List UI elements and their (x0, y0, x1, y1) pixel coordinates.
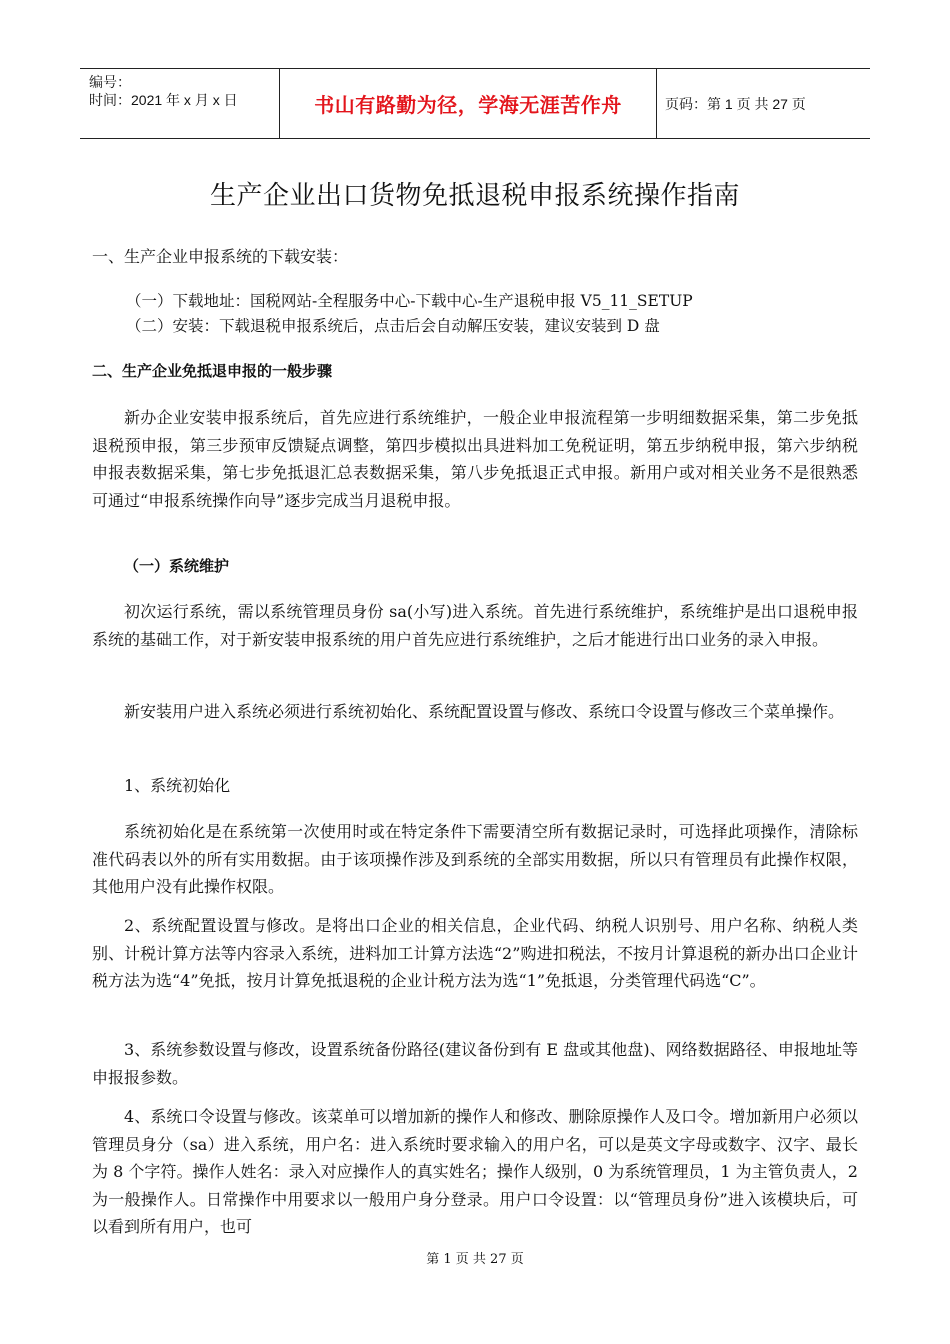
document-number-label: 编号： (89, 74, 131, 90)
download-address-item: （一）下载地址：国税网站-全程服务中心-下载中心-生产退税申报 V5_11_SETUP (126, 292, 693, 310)
section2-heading: 二、生产企业免抵退申报的一般步骤 (92, 362, 333, 380)
page-header (80, 68, 870, 139)
header-page-info-cell (657, 69, 870, 138)
system-init-heading: 1、系统初始化 (124, 776, 231, 795)
parameter-paragraph: 3、系统参数设置与修改，设置系统备份路径(建议备份到有 E 盘或其他盘)、网络数据路径、申报地址等申报报参数。 (92, 1040, 858, 1087)
config-paragraph: 2、系统配置设置与修改。是将出口企业的相关信息，企业代码、纳税人识别号、用户名称、纳税人类别、计税计算方法等内容录入系统，进料加工计算方法选“2”购进扣税法，不按月计算退税的新办出口企业计税方法为选“4”免抵，按月计算免抵退税的企业计税方法为选“1”免抵退，分类管理代码选“C”。 (92, 916, 858, 990)
header-motto: 书山有路勤为径，学海无涯苦作舟 (314, 93, 622, 117)
maintenance-paragraph-2: 新安装用户进入系统必须进行系统初始化、系统配置设置与修改、系统口令设置与修改三个菜单操作。 (124, 702, 845, 721)
install-item: （二）安装：下载退税申报系统后，点击后会自动解压安装，建议安装到 D 盘 (126, 317, 660, 335)
document-time-label: 时间：2021 年 x 月 x 日 (89, 92, 238, 108)
section1-heading: 一、生产企业申报系统的下载安装： (92, 247, 349, 266)
header-page-info: 页码：第 1 页 共 27 页 (665, 95, 806, 112)
system-maintenance-heading: （一）系统维护 (124, 557, 230, 575)
header-motto-cell (280, 69, 657, 138)
maintenance-paragraph-1: 初次运行系统，需以系统管理员身份 sa(小写)进入系统。首先进行系统维护，系统维护是出口退税申报系统的基础工作，对于新安装申报系统的用户首先应进行系统维护，之后才能进行出口业务的录入申报。 (92, 602, 858, 649)
intro-paragraph: 新办企业安装申报系统后，首先应进行系统维护，一般企业申报流程第一步明细数据采集，第二步免抵退税预申报，第三步预审反馈疑点调整，第四步模拟出具进料加工免税证明，第五步纳税申报，第六步纳税申报表数据采集，第七步免抵退汇总表数据采集，第八步免抵退正式申报。新用户或对相关业务不是很熟悉可通过“申报系统操作向导”逐步完成当月退税申报。 (92, 408, 858, 510)
page-footer: 第 1 页 共 27 页 (426, 1252, 524, 1267)
system-init-paragraph: 系统初始化是在系统第一次使用时或在特定条件下需要清空所有数据记录时，可选择此项操作，清除标准代码表以外的所有实用数据。由于该项操作涉及到系统的全部实用数据，所以只有管理员有此操作权限，其他用户没有此操作权限。 (92, 822, 858, 896)
password-paragraph: 4、系统口令设置与修改。该菜单可以增加新的操作人和修改、删除原操作人及口令。增加新用户必须以管理员身分（sa）进入系统，用户名：进入系统时要求输入的用户名，可以是英文字母或数字、汉字、最长为 8 个字符。操作人姓名：录入对应操作人的真实姓名；操作人级别，0 为系统管理员，1 为主管负责人，2 为一般操作人。日常操作中用要求以一般用户身分登录。用户口令设置：以“管理员身份”进入该模块后，可以看到所有用户，也可 (92, 1107, 858, 1236)
document-title: 生产企业出口货物免抵退税申报系统操作指南 (209, 181, 740, 211)
header-left-cell (80, 69, 280, 138)
